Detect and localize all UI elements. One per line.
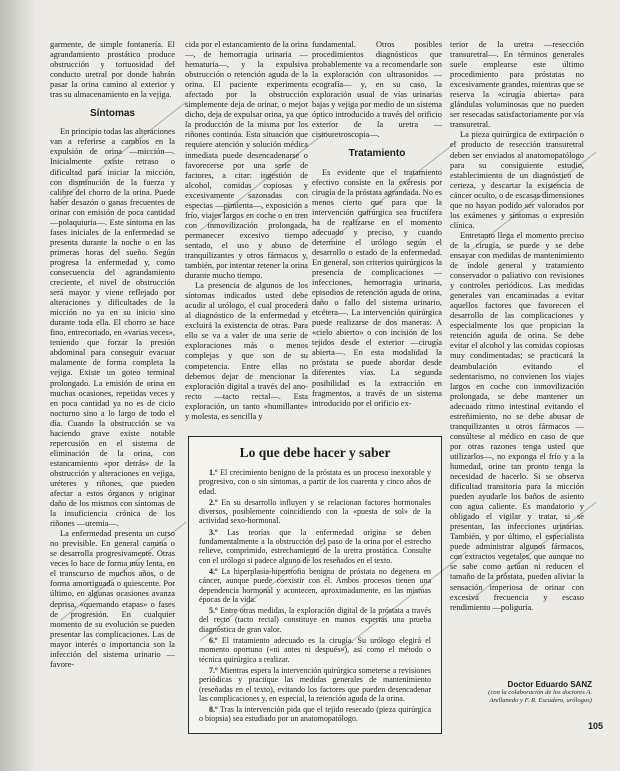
paragraph: Es evidente que el tratamiento efectivo consiste en la exéresis por cirugía de la próstata agrandada. No es menos cierto que para que la intervención quirúrgica sea fructífera ha de realizarse en el momento adecuado y preciso, y cuando determine el urólogo según el desarrollo o estado de la enfermedad. En general, son criterios quirúrgicos la presencia de complicaciones —infecciones, hemorragia urinaria, episodios de retención aguda de orina, daño o fallo del sistema urinario, etcétera—. La intervención quirúrgica puede realizarse de dos maneras: A «cielo abierto» o con incisión de los tejidos desde el exterior —cirugía abierta—. En esta modalidad la próstata se puede abordar desde diferentes vías. La segunda posibilidad es la extracción en fragmentos, a través de un sistema introducido por el orificio ex- [312,167,442,408]
author-name: Doctor Eduardo SANZ [507,680,592,689]
author-credit: (con la colaboración de los doctores A. Arellanedo y F. R. Escudero, urólogos) [488,689,592,704]
column-4 [450,40,584,690]
advice-text: Mientras espera la intervención quirúrgica someterse a revisiones periódicas y practique las medidas generales de mantenimiento (reseñadas en el texto), evitando los factores que pueden desencadenar las complicaciones y, en especial, la retención aguda de la orina. [199,665,432,703]
column-2 [185,40,308,435]
column-1 [50,40,175,750]
binding-gutter [0,0,34,771]
advice-item [199,528,431,565]
advice-text: La hiperplasia-hipertrofia benigna de próstata no degenera en cáncer, aunque puede coexistir con él. Ambos procesos tienen una dependencia hormonal y acontecen, aproximadamente, en las mismas épocas de la vida. [199,566,432,604]
advice-text: El tratamiento adecuado es la cirugía. Su urólogo elegirá el momento oportuno («ni antes ni después»), así como el método o técnica quirúrgica a realizar. [199,636,432,664]
advice-item [199,606,431,634]
advice-item [199,666,431,703]
paragraph: cida por el estancamiento de la orina—, de hemorragia urinaria —hematuria—, y la expulsiva obstrucción o retención aguda de la orina. El paciente experimenta afectado por la obstrucción simplemente deja de orinar, o mejor dicho, deja de expulsar orina, ya que la producción de la misma por los riñones continúa. Esta situación que requiere atención y solución médica inmediata puede desencadenarse o favorecerse por una serie de factores, a citar: ingestión de alcohol, comidas copiosas y excesivamente sazonadas con especias —pimienta—, exposición a frío, viajes largos en coche o en tren con inmovilización prolongada, permanecer excesivo tiempo sentado, el uso y abuso de tranquilizantes y otros fármacos y, también, por intentar retener la orina durante mucho tiempo. [185,40,308,281]
advice-number: 4.º [209,566,218,576]
advice-item [199,567,431,604]
advice-number: 5.º [209,606,218,616]
advice-text: En su desarrollo influyen y se relacionan factores hormonales diversos, posiblemente coincidiendo con la «puesta de sol» de la actividad sexo-hormonal. [199,497,432,526]
paragraph: La presencia de algunos de los síntomas indicados usted debe acudir al urólogo, el cual procederá al diagnóstico de la enfermedad y excluirá la existencia de otras. Para ello se va a valer de una serie de exploraciones más o menos complejas y que son de su competencia. Entre ellas no debemos dejar de mencionar la exploración digital a través del ano-recto —tacto rectal—. Esta exploración, un tanto «humillante» y molesta, es sencilla y [185,281,308,421]
paragraph: garmente, de simple fontanería. El agrandamiento prostático produce obstrucción y tortuosidad del conducto uretral por donde habrán pasar la orina camino al exterior y tras su almacenamiento en la vejiga. [50,40,175,100]
paragraph: En principio todas las alteraciones van a referirse a cambios en la expulsión de orina —micción—. Inicialmente existe retraso o dificultad para iniciar la micción, con disminución de la fuerza y calibre del chorro de la orina. Puede haber desazón o ganas frecuentes de orinar con emisión de poca cantidad —polaquiuria—. Este síntoma en las fases iniciales de la enfermedad se presenta durante la noche o en las primeras horas del sueño. Según progresa la enfermedad y, como consecuencia del agrandamiento creciente, el nivel de obstrucción será mayor y viene reflejado por alteraciones y dificultades de la micción no ya en su inicio sino durante toda ella. El chorro se hace fino, entrecortado, en «varias veces», teniendo que forzar la presión abdominal para conseguir evacuar malamente de forma completa la vejiga. Existe un goteo terminal prolongado. La emisión de orina en muchas ocasiones, repetidas veces y en poca cantidad ya no es de cicio nocturno sino a lo largo de todo el día. Cuando la obstrucción se va haciendo grave existe notable repercusión en el sistema de eliminación de la orina, con estancamiento «por detrás» de la obstrucción y alteraciones en vejiga, uréteres y riñones, que pueden afectar a estos órganos y originar daño de los mismos con síntomas de la insuficiencia crónica de los riñones —uremia—. [50,127,175,529]
advice-text: Entre otras medidas, la exploración digital de la próstata a través del recto (tacto rectal) constituye en manos expertas una prueba diagnóstica de gran valor. [199,606,432,634]
signature-block [472,680,592,705]
advice-item [199,636,431,664]
advice-number: 8.º [209,705,218,715]
section-heading-sintomas: Síntomas [89,108,135,120]
section-heading-tratamiento: Tratamiento [348,148,406,160]
advice-text: El crecimiento benigno de la próstata es un proceso inexorable y progresivo, con o sin síntomas, a partir de los cuarenta y cinco años de edad. [199,468,432,496]
advice-number: 3.º [209,527,218,537]
advice-item [199,498,431,526]
advice-text: Las teorías que la enfermedad origina se deben fundamentalmente a la obstrucción del paso de la orina por el estrecho relieve, comprimido, estrechamiento de la uretra prostática. Consulte con el urólogo si padece alguno de los reseñados en el texto. [199,527,431,565]
advice-list [199,468,431,724]
advice-text: Tras la intervención pida que el tejido resecado (pieza quirúrgica o biopsia) sea estudiado por un anatomopatólogo. [199,705,431,724]
paragraph: terior de la uretra —resección transuretral—. En términos generales suele emplearse este último procedimiento para próstatas no excesivamente grandes, mientras que se reserva la «cirugía abierta» para glándulas voluminosas que no pueden ser resecadas satisfactoriamente por vía transuretral. [450,40,584,130]
advice-number: 6.º [209,636,218,646]
paragraph: Entretanto llega el momento preciso de la cirugía, se puede y se debe ensayar con medidas de mantenimiento de índole general y tratamiento conservador o paliativo con revisiones y controles periódicos. Las medidas generales van encaminadas a evitar aquellos factores que favorecen el desarrollo de las complicaciones y especialmente los que propician la retención aguda de orina. Se debe evitar el alcohol y las comidas copiosas muy condimentadas; se practicará la deambulación evitando el sedentarismo, no convienen los viajes largos en coche con inmovilización prolongada, se debe mantener un adecuado ritmo intestinal evitando el estreñimiento, no se debe abusar de tranquilizantes u otros fármacos —consúltese al médico en caso de que por otras razones tenga usted que utilizarlos—, no exponga el frío y a la humedad, orine tan pronto tenga la necesidad de hacerlo. Si se observa dificultad transitoria para la micción pueden ayudarle los baños de asiento con agua caliente. Es mandatorio y obligado el vigilar y tratar, si se presentan, las infecciones urinarias. También, y por último, el especialista puede administrar algunos fármacos, con extractos vegetales, que aunque no se sabe como actúan ni reducen el tamaño de la próstata, pueden aliviar la sensación imperiosa de orinar con excesiva frecuencia y escaso rendimiento —poliguria. [450,230,584,612]
paragraph: La pieza quirúrgica de extirpación o el producto de resección transuretral deben ser enviados al anatomopatólogo para su consiguiente estudio, establecimiento de un diagnóstico de certeza, y descartar la existencia de cáncer oculto, o de escasas dimensiones que no hayan podido ser valorados por los exámenes y síntomas o expresión clínica. [450,130,584,230]
advice-number: 2.º [209,497,218,507]
advice-number: 1.º [209,468,218,477]
advice-item [199,705,431,724]
advice-number: 7.º [209,665,218,675]
advice-box-title: Lo que debe hacer y saber [239,445,391,460]
paragraph: fundamental. Otros posibles procedimientos diagnósticos que probablemente va a recomendarle son la exploración con ultrasonidos —ecografía— y, en su caso, la exploración usual de vías urinarias bajas y vejiga por medio de un sistema óptico introducido a través del orificio exterior de la uretra —cistouretroscopia—. [312,40,442,140]
advice-item [199,468,431,496]
advice-box [188,436,442,734]
page-number: 105 [588,721,604,731]
paragraph: La enfermedad presenta un curso no previsible. En general camina o se desarrolla progresivamente. Otras veces lo hace de forma muy lenta, en el transcurso de muchos años, o de forma amortiguada o quiescente. Por último, en algunas ocasiones avanza deprisa, «quemando etapas» o fases de progresión. En cualquier momento de su evolución se pueden presentar las complicaciones. Las de mayor interés o importancia son la infección del sistema urinario —favore- [50,529,175,669]
